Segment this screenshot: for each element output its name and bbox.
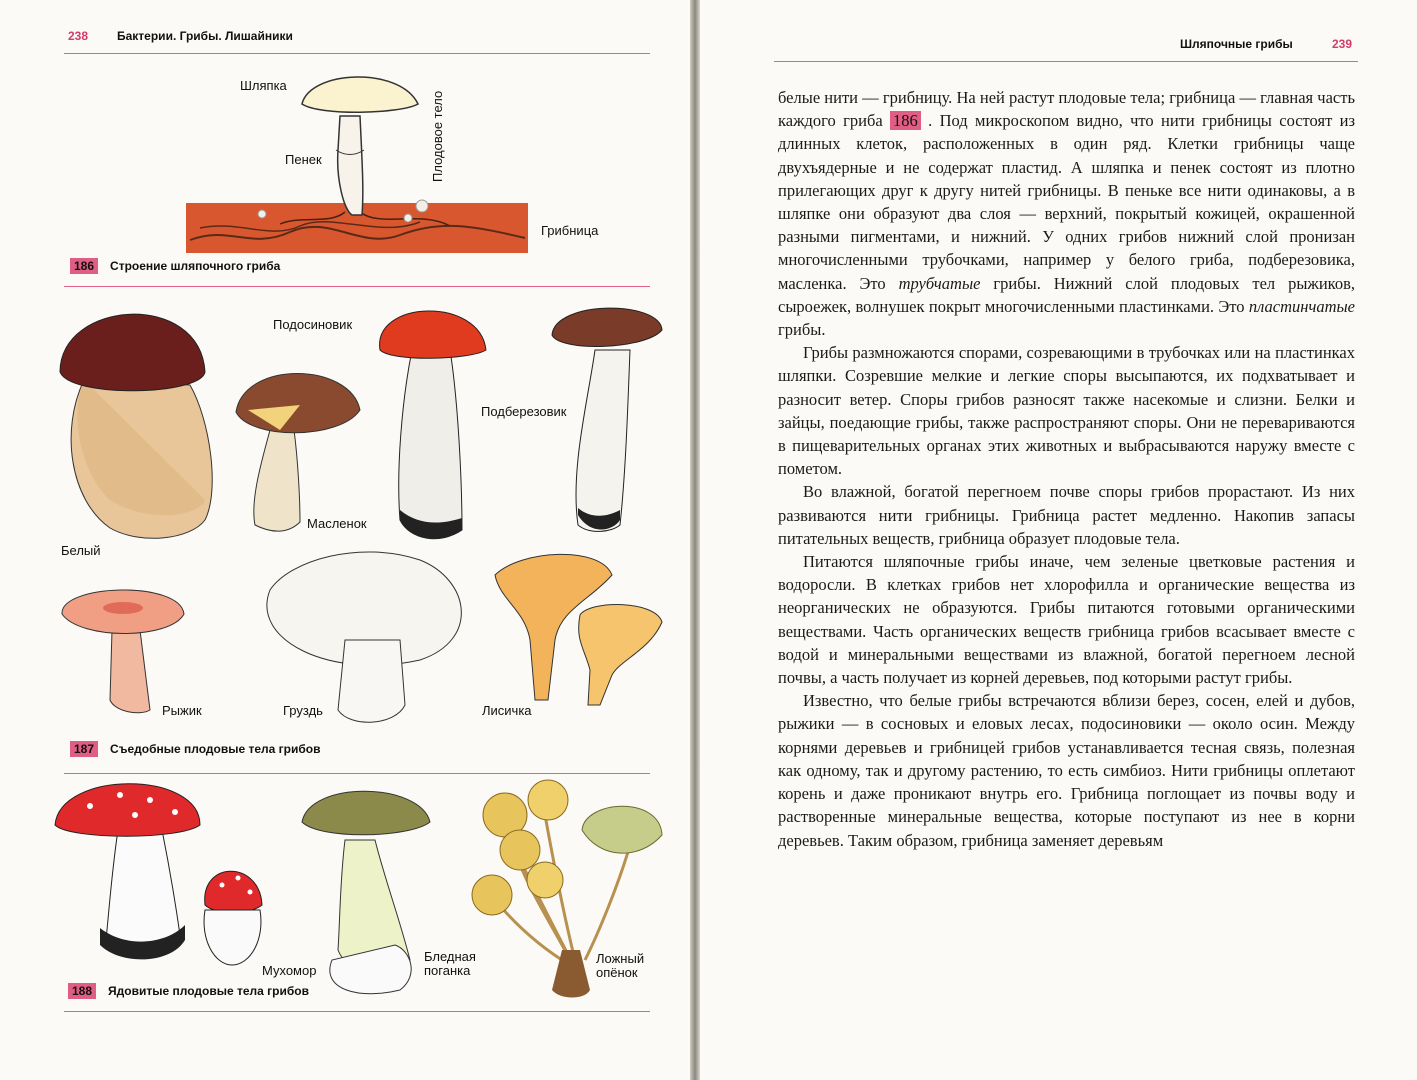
figure-187-caption bbox=[70, 741, 320, 757]
label-fruit-body: Плодовое тело bbox=[430, 90, 445, 182]
page-number-left: 238 bbox=[68, 29, 89, 43]
figure-rule-1 bbox=[64, 286, 650, 287]
label-fly-agaric: Мухомор bbox=[262, 963, 317, 978]
label-saffron-milk-cap: Рыжик bbox=[162, 703, 202, 718]
label-slippery-jack: Масленок bbox=[307, 516, 367, 531]
body-text bbox=[778, 86, 1355, 852]
milk-cap-illustration bbox=[267, 552, 461, 722]
left-page bbox=[0, 0, 690, 1080]
saffron-milk-cap-illustration bbox=[62, 590, 184, 713]
figure-186-caption bbox=[70, 258, 280, 274]
figure-186-title: Строение шляпочного гриба bbox=[110, 259, 281, 273]
running-title-right: Шляпочные грибы bbox=[1180, 37, 1293, 51]
label-death-cap-line1: Бледная bbox=[424, 949, 476, 964]
book-gutter bbox=[690, 0, 700, 1080]
slippery-jack-illustration bbox=[236, 374, 360, 532]
figure-188-badge: 188 bbox=[68, 983, 96, 999]
label-false-honey-line2: опёнок bbox=[596, 965, 638, 980]
paragraph-4: Питаются шляпочные грибы иначе, чем зеленые цветковые растения и водоросли. В клетках грибов нет хлорофилла и органические вещества из неорганических не образуются. Грибы питаются готовыми органическими веществами. Часть органических веществ грибница грибов всасывает вместе с водой и минеральными веществами из влажной, богатой перегноем лесной почвы, а часть получает из корней деревьев, под которыми растут грибы. bbox=[778, 552, 1355, 688]
header-rule-right bbox=[774, 61, 1358, 62]
paragraph-3: Во влажной, богатой перегноем почве споры грибов прорастают. Из них развиваются нити грибницы. Грибница растет медленно. Накопив запасы питательных веществ, грибница образует плодовые тела. bbox=[778, 482, 1355, 548]
birch-bolete-illustration bbox=[552, 308, 662, 531]
porcini-illustration bbox=[60, 314, 212, 538]
label-mycelium: Грибница bbox=[541, 223, 599, 238]
figure-ref-186: 186 bbox=[890, 111, 921, 130]
death-cap-illustration bbox=[302, 791, 430, 994]
label-death-cap-line2: поганка bbox=[424, 963, 471, 978]
label-stem: Пенек bbox=[285, 152, 322, 167]
figure-rule-2 bbox=[64, 773, 650, 774]
label-false-honey-line1: Ложный bbox=[596, 951, 645, 966]
figure-187-badge: 187 bbox=[70, 741, 98, 757]
figure-186-badge: 186 bbox=[70, 258, 98, 274]
page-number-right: 239 bbox=[1332, 37, 1353, 51]
paragraph-2: Грибы размножаются спорами, созревающими в трубочках или на пластинках шляпки. Созревшие мелкие и легкие споры высыпаются, их подхватывает и разносит ветер. Споры грибов разносят также насекомые и слизни. Белки и зайцы, поедающие грибы, также распространяют споры. Они не перевариваются в пищеварительных органах этих животных и выбрасываются наружу вместе с пометом. bbox=[778, 343, 1355, 479]
mushroom-illustrations bbox=[0, 0, 690, 1080]
figure-188-title: Ядовитые плодовые тела грибов bbox=[108, 984, 309, 998]
figure-rule-3 bbox=[64, 1011, 650, 1012]
figure-188-caption bbox=[68, 983, 309, 999]
label-porcini: Белый bbox=[61, 543, 101, 558]
right-page bbox=[700, 0, 1417, 1080]
structure-illustration bbox=[186, 77, 528, 253]
label-cap: Шляпка bbox=[240, 78, 287, 93]
label-orange-cap: Подосиновик bbox=[273, 317, 353, 332]
running-title-left: Бактерии. Грибы. Лишайники bbox=[117, 29, 293, 43]
paragraph-1: белые нити — грибницу. На ней растут плодовые тела; грибница — главная часть каждого гриба 186 . Под микроскопом видно, что нити грибницы состоят из длинных клеток, расположенных в один ряд. Клетки грибницы чаще двухъядерные и не содержат пластид. А шляпка и пенек состоят из плотно прилегающих друг к другу нитей грибницы. В пеньке все нити одинаковы, а в шляпке они образуют два слоя — верхний, покрытый кожицей, окрашенной разными пигментами, и нижний. У одних грибов нижний слой пронизан многочисленными трубочками, например у белого гриба, подберезовика, масленка. Это трубчатые грибы. Нижний слой плодовых тел рыжиков, сыроежек, волнушек покрыт многочисленными пластинками. Это пластинчатые грибы. bbox=[778, 88, 1355, 340]
label-milk-cap: Груздь bbox=[283, 703, 323, 718]
orange-cap-illustration bbox=[380, 311, 486, 539]
fly-agaric-illustration bbox=[55, 784, 262, 965]
figure-187-title: Съедобные плодовые тела грибов bbox=[110, 742, 321, 756]
chanterelle-illustration bbox=[495, 554, 662, 705]
paragraph-5: Известно, что белые грибы встречаются вблизи берез, сосен, елей и дубов, рыжики — в сосновых и еловых лесах, подосиновики — около осин. Между корнями деревьев и грибницей грибов устанавливается тесная связь, полезная как одному, так и другому растению, то есть симбиоз. Нити грибницы оплетают корень и даже проникают внутрь его. Грибница поглощает из почвы воду и растворенные минеральные вещества, которые поступают из нее в корни деревьев. Таким образом, грибница заменяет деревьям bbox=[778, 691, 1355, 850]
label-birch-bolete: Подберезовик bbox=[481, 404, 567, 419]
label-chanterelle: Лисичка bbox=[482, 703, 532, 718]
